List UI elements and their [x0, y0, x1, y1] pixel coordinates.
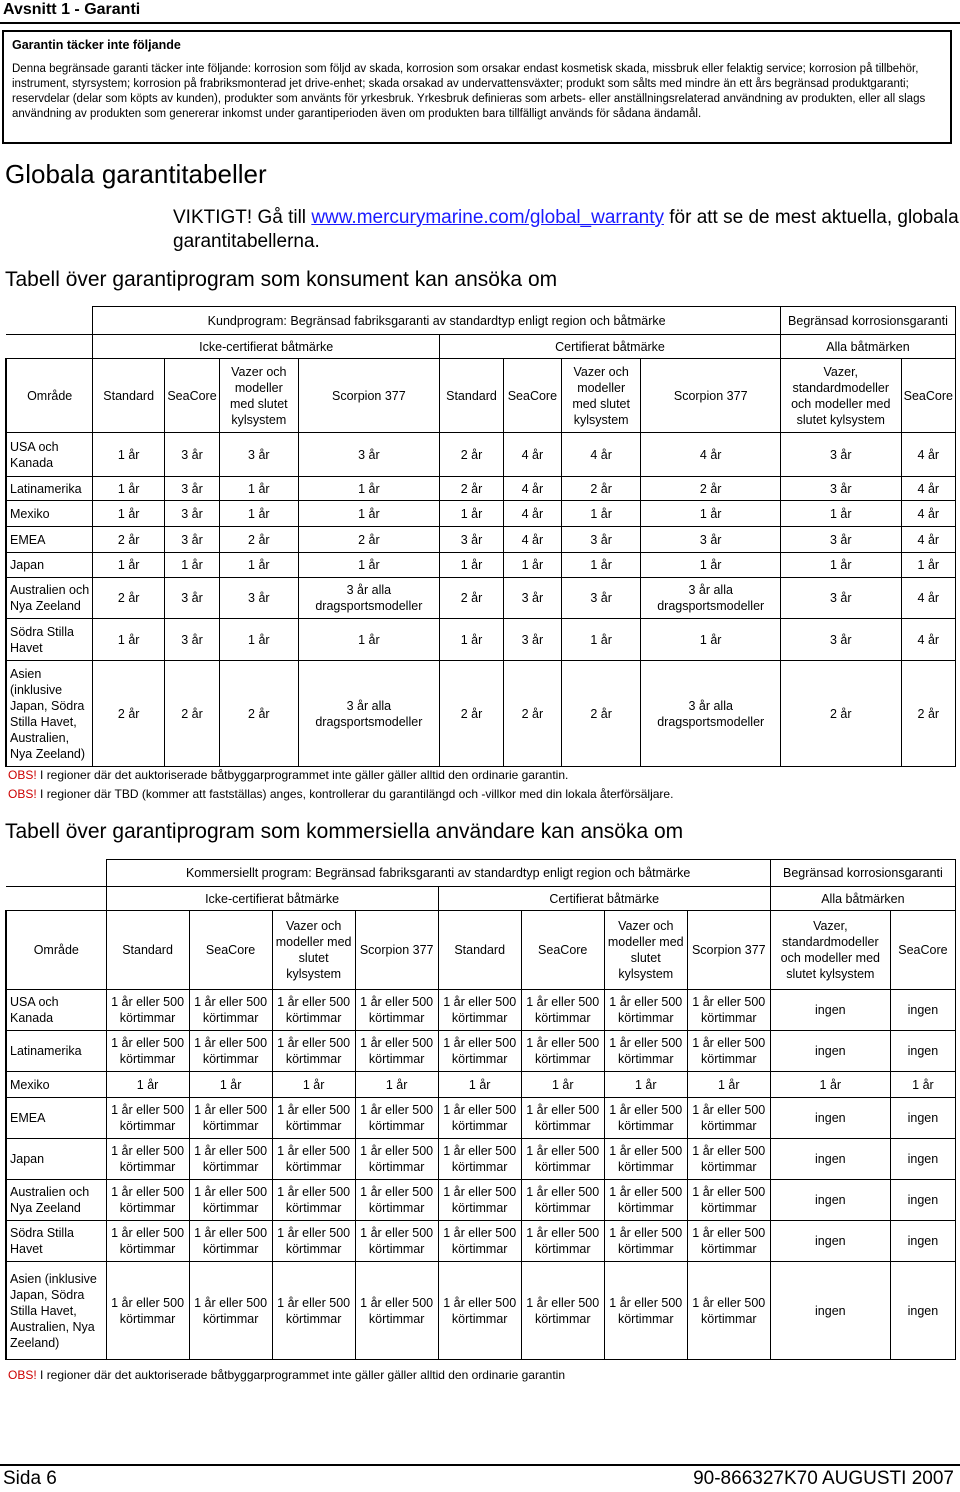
value-cell: 3 år	[503, 619, 561, 661]
value-cell: 1 år eller 500 körtimmar	[687, 1262, 770, 1360]
region-cell: Södra Stilla Havet	[6, 1221, 106, 1262]
region-cell: Latinamerika	[6, 1031, 106, 1072]
value-cell: 1 år eller 500 körtimmar	[189, 990, 272, 1031]
value-cell: 1 år eller 500 körtimmar	[687, 1139, 770, 1180]
important-note	[173, 206, 960, 254]
value-cell: 2 år	[440, 661, 504, 767]
value-cell: 1 år eller 500 körtimmar	[272, 990, 355, 1031]
table-row	[6, 1221, 956, 1262]
value-cell: 3 år	[780, 477, 901, 501]
region-cell: Mexiko	[6, 501, 93, 527]
value-cell: 2 år	[220, 527, 299, 553]
value-cell: 1 år	[220, 553, 299, 578]
value-cell: 1 år eller 500 körtimmar	[521, 1262, 604, 1360]
consumer-table-title: Tabell över garantiprogram som konsument kan ansöka om	[5, 268, 558, 291]
value-cell: 2 år	[93, 578, 165, 619]
value-cell: 4 år	[901, 501, 955, 527]
value-cell: 1 år eller 500 körtimmar	[438, 1180, 521, 1221]
value-cell: 3 år	[780, 527, 901, 553]
column-header: Scorpion 377	[298, 359, 439, 433]
value-cell: 1 år eller 500 körtimmar	[355, 990, 438, 1031]
table-row	[6, 619, 956, 661]
value-cell: 1 år	[298, 501, 439, 527]
value-cell: 3 år	[165, 527, 220, 553]
column-header: Vazer och modeller med slutet kylsystem	[561, 359, 641, 433]
value-cell: 1 år	[298, 619, 439, 661]
value-cell: 2 år	[561, 477, 641, 501]
value-cell: 3 år	[561, 527, 641, 553]
value-cell: 1 år	[298, 477, 439, 501]
value-cell: 1 år eller 500 körtimmar	[604, 990, 687, 1031]
region-cell: Asien (inklusive Japan, Södra Stilla Havet, Australien, Nya Zeeland)	[6, 1262, 106, 1360]
table-row	[6, 1098, 956, 1139]
table-row	[6, 501, 956, 527]
column-header: Standard	[438, 911, 521, 990]
value-cell: 1 år eller 500 körtimmar	[438, 1031, 521, 1072]
value-cell: 1 år eller 500 körtimmar	[355, 1031, 438, 1072]
note-text: I regioner där det auktoriserade båtbyggarprogrammet inte gäller gäller alltid den ordinarie garantin	[36, 1368, 565, 1382]
value-cell: 2 år	[503, 661, 561, 767]
table-row	[6, 433, 956, 477]
table-row	[6, 553, 956, 578]
value-cell: 1 år eller 500 körtimmar	[604, 1180, 687, 1221]
page-footer	[0, 1464, 960, 1492]
value-cell: 1 år	[604, 1072, 687, 1098]
value-cell: 1 år eller 500 körtimmar	[189, 1180, 272, 1221]
value-cell: 1 år eller 500 körtimmar	[355, 1139, 438, 1180]
value-cell: 3 år	[165, 619, 220, 661]
value-cell: 4 år	[641, 433, 780, 477]
value-cell: 1 år	[641, 553, 780, 578]
value-cell: 2 år	[440, 477, 504, 501]
value-cell: 2 år	[901, 661, 955, 767]
value-cell: 4 år	[901, 477, 955, 501]
value-cell: 3 år	[780, 578, 901, 619]
value-cell: ingen	[890, 1180, 955, 1221]
noncert-header: Icke-certifierat båtmärke	[106, 887, 438, 911]
value-cell: 1 år	[780, 553, 901, 578]
value-cell: 1 år	[561, 501, 641, 527]
table-row	[6, 1072, 956, 1098]
note-line	[8, 1366, 565, 1385]
value-cell: 1 år eller 500 körtimmar	[106, 1031, 189, 1072]
value-cell: ingen	[770, 1031, 890, 1072]
value-cell: 2 år	[780, 661, 901, 767]
column-header: SeaCore	[165, 359, 220, 433]
value-cell: 1 år	[440, 553, 504, 578]
table-row	[6, 1031, 956, 1072]
value-cell: 1 år eller 500 körtimmar	[687, 990, 770, 1031]
value-cell: 4 år	[901, 578, 955, 619]
value-cell: 1 år	[93, 501, 165, 527]
value-cell: 3 år alla dragsportsmodeller	[641, 578, 780, 619]
value-cell: ingen	[770, 1180, 890, 1221]
value-cell: ingen	[890, 1221, 955, 1262]
value-cell: 3 år	[165, 578, 220, 619]
value-cell: 1 år	[355, 1072, 438, 1098]
value-cell: ingen	[890, 1262, 955, 1360]
value-cell: 1 år eller 500 körtimmar	[272, 1139, 355, 1180]
header-empty-cell	[6, 887, 106, 911]
column-header: Område	[6, 359, 93, 433]
region-cell: Japan	[6, 553, 93, 578]
commercial-warranty-table	[5, 859, 956, 1360]
value-cell: 1 år	[106, 1072, 189, 1098]
table-row	[6, 1139, 956, 1180]
value-cell: 1 år eller 500 körtimmar	[189, 1139, 272, 1180]
value-cell: 2 år	[641, 477, 780, 501]
table-row	[6, 661, 956, 767]
value-cell: 1 år eller 500 körtimmar	[272, 1221, 355, 1262]
region-cell: Södra Stilla Havet	[6, 619, 93, 661]
value-cell: 1 år eller 500 körtimmar	[521, 1221, 604, 1262]
value-cell: 1 år eller 500 körtimmar	[189, 1098, 272, 1139]
value-cell: 1 år eller 500 körtimmar	[189, 1031, 272, 1072]
value-cell: 1 år eller 500 körtimmar	[604, 1262, 687, 1360]
all-brands-header: Alla båtmärken	[780, 335, 955, 359]
value-cell: ingen	[890, 990, 955, 1031]
value-cell: 3 år	[220, 578, 299, 619]
column-header: Scorpion 377	[687, 911, 770, 990]
table-row	[6, 1180, 956, 1221]
value-cell: 1 år	[901, 553, 955, 578]
value-cell: 1 år eller 500 körtimmar	[355, 1180, 438, 1221]
table-row	[6, 527, 956, 553]
value-cell: 3 år alla dragsportsmodeller	[298, 661, 439, 767]
value-cell: 1 år	[93, 477, 165, 501]
value-cell: 1 år eller 500 körtimmar	[687, 1180, 770, 1221]
value-cell: 1 år eller 500 körtimmar	[604, 1098, 687, 1139]
region-cell: Mexiko	[6, 1072, 106, 1098]
header-row-brand	[6, 335, 956, 359]
value-cell: 1 år eller 500 körtimmar	[106, 1180, 189, 1221]
value-cell: 1 år eller 500 körtimmar	[604, 1221, 687, 1262]
notice-body: Denna begränsade garanti täcker inte följande: korrosion som följd av skada, korrosion som orsakar endast kosmetisk skada, missbruk eller felaktig service; korrosion på tillbehör, instrument, styrsystem; korrosion på frabriksmonterad jet drive-enhet; skada orsakad av undervattensväxter; produkt som sålts med mindre än ett års begränsad produktgaranti; reservdelar (delar som köpts av kunden), produkter som använts för yrkesbruk. Yrkesbruk definieras som arbets- eller anställningsrelaterad användning av produkten, eller all slags användning av produkten som genererar inkomst under garantiperioden även om produkten bara tillfälligt används för sådana ändamål.	[12, 63, 926, 120]
value-cell: 3 år alla dragsportsmodeller	[298, 578, 439, 619]
header-empty-cell	[6, 307, 93, 335]
value-cell: 2 år	[440, 433, 504, 477]
column-header: Vazer, standardmodeller och modeller med slutet kylsystem	[770, 911, 890, 990]
commercial-table-title: Tabell över garantiprogram som kommersiella användare kan ansöka om	[5, 820, 684, 843]
header-empty-cell	[6, 860, 106, 887]
notice-title: Garantin täcker inte följande	[12, 38, 181, 52]
value-cell: 1 år eller 500 körtimmar	[521, 1180, 604, 1221]
value-cell: 1 år	[189, 1072, 272, 1098]
value-cell: 1 år	[220, 477, 299, 501]
value-cell: 1 år eller 500 körtimmar	[438, 990, 521, 1031]
region-cell: USA och Kanada	[6, 990, 106, 1031]
value-cell: 1 år eller 500 körtimmar	[355, 1262, 438, 1360]
value-cell: 1 år eller 500 körtimmar	[106, 1139, 189, 1180]
value-cell: 1 år	[503, 553, 561, 578]
column-header: SeaCore	[503, 359, 561, 433]
value-cell: 1 år	[93, 433, 165, 477]
column-header: Scorpion 377	[641, 359, 780, 433]
value-cell: 4 år	[901, 527, 955, 553]
header-empty-cell	[6, 335, 93, 359]
value-cell: 1 år eller 500 körtimmar	[687, 1031, 770, 1072]
value-cell: 1 år eller 500 körtimmar	[106, 990, 189, 1031]
value-cell: ingen	[770, 1098, 890, 1139]
region-cell: EMEA	[6, 1098, 106, 1139]
value-cell: 3 år	[561, 578, 641, 619]
value-cell: 1 år eller 500 körtimmar	[106, 1262, 189, 1360]
value-cell: 4 år	[503, 477, 561, 501]
value-cell: 1 år eller 500 körtimmar	[521, 990, 604, 1031]
region-cell: Asien (inklusive Japan, Södra Stilla Havet, Australien, Nya Zeeland)	[6, 661, 93, 767]
value-cell: 2 år	[165, 661, 220, 767]
program-header: Kundprogram: Begränsad fabriksgaranti av standardtyp enligt region och båtmärke	[93, 307, 781, 335]
column-header: Vazer och modeller med slutet kylsystem	[220, 359, 299, 433]
value-cell: 1 år	[93, 553, 165, 578]
value-cell: 3 år	[780, 619, 901, 661]
value-cell: 3 år	[503, 578, 561, 619]
value-cell: 1 år eller 500 körtimmar	[106, 1098, 189, 1139]
value-cell: 1 år eller 500 körtimmar	[272, 1098, 355, 1139]
section-title: Avsnitt 1 - Garanti	[3, 1, 141, 18]
value-cell: 1 år eller 500 körtimmar	[687, 1098, 770, 1139]
note-text: I regioner där det auktoriserade båtbyggarprogrammet inte gäller gäller alltid den ordinarie garantin.	[36, 768, 569, 782]
value-cell: 4 år	[503, 527, 561, 553]
region-cell: EMEA	[6, 527, 93, 553]
noncert-header: Icke-certifierat båtmärke	[93, 335, 440, 359]
value-cell: 1 år eller 500 körtimmar	[189, 1221, 272, 1262]
value-cell: 1 år	[890, 1072, 955, 1098]
note-text: I regioner där TBD (kommer att fastställas) anges, kontrollerar du garantilängd och -villkor med din lokala återförsäljare.	[36, 787, 674, 801]
important-prefix: VIKTIGT! Gå till	[173, 207, 312, 228]
important-suffix: för att se de mest aktuella, globala garantitabellerna.	[173, 207, 959, 252]
value-cell: 1 år	[561, 619, 641, 661]
value-cell: 1 år eller 500 körtimmar	[604, 1031, 687, 1072]
value-cell: 1 år eller 500 körtimmar	[438, 1098, 521, 1139]
value-cell: 1 år eller 500 körtimmar	[521, 1031, 604, 1072]
value-cell: 1 år	[641, 501, 780, 527]
region-cell: Latinamerika	[6, 477, 93, 501]
value-cell: 2 år	[220, 661, 299, 767]
value-cell: 3 år	[298, 433, 439, 477]
value-cell: 3 år	[641, 527, 780, 553]
value-cell: 1 år	[780, 501, 901, 527]
region-cell: Japan	[6, 1139, 106, 1180]
table-row	[6, 477, 956, 501]
page-heading: Globala garantitabeller	[5, 159, 267, 189]
value-cell: 1 år	[440, 619, 504, 661]
value-cell: 3 år	[165, 501, 220, 527]
region-cell: USA och Kanada	[6, 433, 93, 477]
column-header: Standard	[440, 359, 504, 433]
note-label: OBS!	[8, 768, 37, 782]
column-header: SeaCore	[890, 911, 955, 990]
consumer-warranty-table	[5, 306, 956, 767]
value-cell: 4 år	[901, 433, 955, 477]
value-cell: 2 år	[561, 661, 641, 767]
value-cell: 1 år eller 500 körtimmar	[189, 1262, 272, 1360]
value-cell: 3 år	[165, 477, 220, 501]
column-header: Standard	[93, 359, 165, 433]
header-row-program	[6, 307, 956, 335]
exclusions-notice	[2, 30, 952, 144]
column-header: Scorpion 377	[355, 911, 438, 990]
value-cell: 1 år eller 500 körtimmar	[438, 1139, 521, 1180]
value-cell: 1 år eller 500 körtimmar	[521, 1098, 604, 1139]
value-cell: 1 år eller 500 körtimmar	[438, 1262, 521, 1360]
value-cell: 1 år	[272, 1072, 355, 1098]
table-row	[6, 990, 956, 1031]
table-row	[6, 578, 956, 619]
value-cell: ingen	[770, 1262, 890, 1360]
value-cell: 1 år eller 500 körtimmar	[521, 1139, 604, 1180]
region-cell: Australien och Nya Zeeland	[6, 1180, 106, 1221]
value-cell: 3 år	[780, 433, 901, 477]
program-header: Kommersiellt program: Begränsad fabriksgaranti av standardtyp enligt region och båtmärke	[106, 860, 770, 887]
value-cell: 1 år	[165, 553, 220, 578]
cert-header: Certifierat båtmärke	[440, 335, 781, 359]
consumer-notes	[8, 766, 673, 804]
column-header: Område	[6, 911, 106, 990]
value-cell: 3 år	[220, 433, 299, 477]
value-cell: 1 år eller 500 körtimmar	[687, 1221, 770, 1262]
column-header: SeaCore	[189, 911, 272, 990]
value-cell: ingen	[770, 990, 890, 1031]
value-cell: 1 år eller 500 körtimmar	[355, 1221, 438, 1262]
value-cell: 1 år eller 500 körtimmar	[106, 1221, 189, 1262]
value-cell: 1 år	[687, 1072, 770, 1098]
value-cell: 3 år alla dragsportsmodeller	[641, 661, 780, 767]
value-cell: ingen	[890, 1139, 955, 1180]
value-cell: 1 år	[641, 619, 780, 661]
cert-header: Certifierat båtmärke	[438, 887, 770, 911]
value-cell: 1 år	[440, 501, 504, 527]
value-cell: 1 år eller 500 körtimmar	[604, 1139, 687, 1180]
value-cell: 1 år	[220, 501, 299, 527]
commercial-notes	[8, 1366, 565, 1385]
value-cell: 1 år	[220, 619, 299, 661]
header-row-columns	[6, 911, 956, 990]
value-cell: 4 år	[901, 619, 955, 661]
header-row-brand	[6, 887, 956, 911]
value-cell: 1 år eller 500 körtimmar	[272, 1031, 355, 1072]
value-cell: 2 år	[440, 578, 504, 619]
column-header: Vazer och modeller med slutet kylsystem	[272, 911, 355, 990]
note-line	[8, 785, 673, 804]
value-cell: 1 år	[93, 619, 165, 661]
warranty-link[interactable]: www.mercurymarine.com/global_warranty	[311, 207, 664, 228]
value-cell: 2 år	[298, 527, 439, 553]
document-number: 90-866327K70 AUGUSTI 2007	[693, 1468, 954, 1489]
value-cell: 2 år	[93, 661, 165, 767]
value-cell: 4 år	[503, 501, 561, 527]
value-cell: 1 år	[438, 1072, 521, 1098]
note-line	[8, 766, 673, 785]
column-header: Standard	[106, 911, 189, 990]
corrosion-header: Begränsad korrosionsgaranti	[780, 307, 955, 335]
value-cell: 1 år eller 500 körtimmar	[438, 1221, 521, 1262]
all-brands-header: Alla båtmärken	[770, 887, 955, 911]
column-header: Vazer och modeller med slutet kylsystem	[604, 911, 687, 990]
header-row-columns	[6, 359, 956, 433]
page-number: Sida 6	[3, 1468, 57, 1489]
value-cell: 1 år eller 500 körtimmar	[355, 1098, 438, 1139]
table-row	[6, 1262, 956, 1360]
section-header	[0, 0, 960, 24]
value-cell: 1 år	[770, 1072, 890, 1098]
value-cell: ingen	[890, 1031, 955, 1072]
value-cell: 1 år eller 500 körtimmar	[272, 1262, 355, 1360]
note-label: OBS!	[8, 787, 37, 801]
value-cell: 4 år	[561, 433, 641, 477]
region-cell: Australien och Nya Zeeland	[6, 578, 93, 619]
value-cell: 1 år	[521, 1072, 604, 1098]
value-cell: 4 år	[503, 433, 561, 477]
column-header: Vazer, standardmodeller och modeller med slutet kylsystem	[780, 359, 901, 433]
value-cell: ingen	[890, 1098, 955, 1139]
column-header: SeaCore	[901, 359, 955, 433]
value-cell: 1 år eller 500 körtimmar	[272, 1180, 355, 1221]
corrosion-header: Begränsad korrosionsgaranti	[770, 860, 955, 887]
value-cell: 2 år	[93, 527, 165, 553]
column-header: SeaCore	[521, 911, 604, 990]
value-cell: 3 år	[440, 527, 504, 553]
value-cell: ingen	[770, 1139, 890, 1180]
value-cell: 3 år	[165, 433, 220, 477]
header-row-program	[6, 860, 956, 887]
value-cell: 1 år	[298, 553, 439, 578]
value-cell: 1 år	[561, 553, 641, 578]
value-cell: ingen	[770, 1221, 890, 1262]
note-label: OBS!	[8, 1368, 37, 1382]
